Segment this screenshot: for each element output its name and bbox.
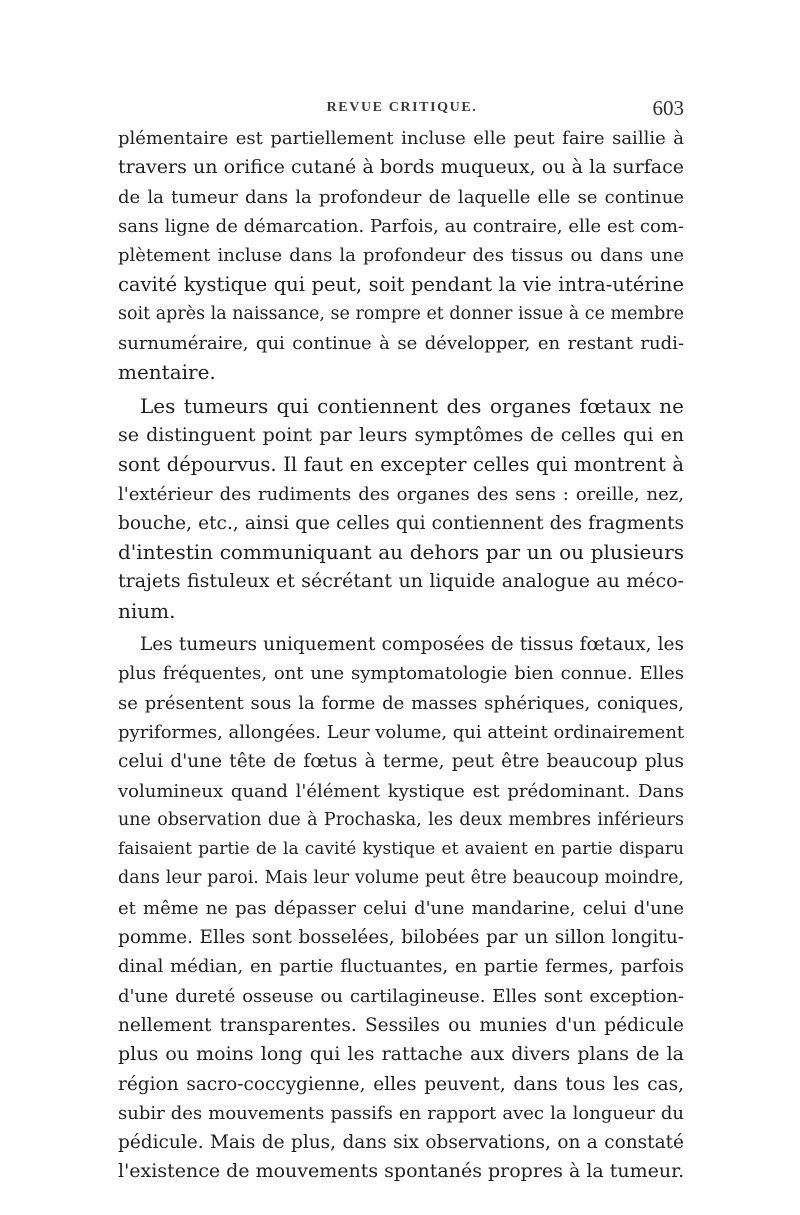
text-line: Les tumeurs qui contiennent des organes fœtaux ne xyxy=(140,393,684,418)
body-text xyxy=(118,124,684,1187)
text-line: l'existence de mouvements spontanés propres à la tumeur. xyxy=(118,1160,685,1183)
text-line: et même ne pas dépasser celui d'une mandarine, celui d'une xyxy=(118,897,684,919)
page-number: 603 xyxy=(652,96,684,120)
text-line: nellement transparentes. Sessiles ou munies d'un pédicule xyxy=(118,1014,684,1036)
text-line: l'extérieur des rudiments des organes des sens : oreille, nez, xyxy=(118,483,684,505)
text-line: cavité kystique qui peut, soit pendant la vie intra-utérine xyxy=(118,273,684,297)
text-line: pyriformes, allongées. Leur volume, qui atteint ordinairement xyxy=(118,721,685,743)
running-title: REVUE CRITIQUE. xyxy=(326,100,478,115)
text-line: d'une dureté osseuse ou cartilagineuse. Elles sont exception- xyxy=(118,985,684,1007)
text-line: surnuméraire, qui continue à se développer, en restant rudi- xyxy=(118,333,684,355)
text-line: Les tumeurs uniquement composées de tissus fœtaux, les xyxy=(140,634,684,656)
paragraph-1 xyxy=(118,124,684,388)
text-line: volumineux quand l'élément kystique est prédominant. Dans xyxy=(118,780,684,802)
paragraph-3 xyxy=(118,630,684,1187)
text-line: nium. xyxy=(118,598,176,623)
text-line: une observation due à Prochaska, les deux membres inférieurs xyxy=(118,809,684,830)
text-line: sans ligne de démarcation. Parfois, au contraire, elle est com- xyxy=(118,215,684,237)
text-line: plus fréquentes, ont une symptomatologie bien connue. Elles xyxy=(118,663,684,685)
text-line: soit après la naissance, se rompre et donner issue à ce membre xyxy=(118,303,684,324)
running-head xyxy=(118,98,686,122)
paragraph-2 xyxy=(118,392,684,626)
text-line: plètement incluse dans la profondeur des tissus ou dans une xyxy=(118,245,684,267)
text-line: trajets fistuleux et sécrétant un liquide analogue au méco- xyxy=(118,570,684,593)
text-line: faisaient partie de la cavité kystique et avaient en partie disparu xyxy=(118,839,684,860)
text-line: région sacro-coccygienne, elles peuvent, dans tous les cas, xyxy=(118,1073,684,1095)
text-line: subir des mouvements passifs en rapport avec la longueur du xyxy=(118,1102,684,1124)
text-line: plus ou moins long qui les rattache aux divers plans de la xyxy=(118,1043,684,1066)
text-line: sont dépourvus. Il faut en excepter celles qui montrent à xyxy=(118,453,684,477)
text-line: pomme. Elles sont bosselées, bilobées par un sillon longitu- xyxy=(118,927,684,949)
text-line: dans leur paroi. Mais leur volume peut être beaucoup moindre, xyxy=(118,868,684,889)
text-line: dinal médian, en partie fluctuantes, en partie fermes, parfois xyxy=(118,956,684,978)
text-line: bouche, etc., ainsi que celles qui contiennent des fragments xyxy=(118,512,684,534)
text-line: se distinguent point par leurs symptômes de celles qui en xyxy=(118,423,684,446)
text-line: se présentent sous la forme de masses sphériques, coniques, xyxy=(118,692,684,714)
text-line: mentaire. xyxy=(118,360,216,385)
text-line: pédicule. Mais de plus, dans six observations, on a constaté xyxy=(118,1132,684,1154)
text-line: plémentaire est partiellement incluse elle peut faire saillie à xyxy=(118,128,684,149)
text-line: travers un orifice cutané à bords muqueux, ou à la surface xyxy=(118,156,684,179)
text-line: de la tumeur dans la profondeur de laquelle elle se continue xyxy=(118,186,684,208)
text-line: d'intestin communiquant au dehors par un ou plusieurs xyxy=(118,540,684,565)
text-line: celui d'une tête de fœtus à terme, peut être beaucoup plus xyxy=(118,751,684,773)
